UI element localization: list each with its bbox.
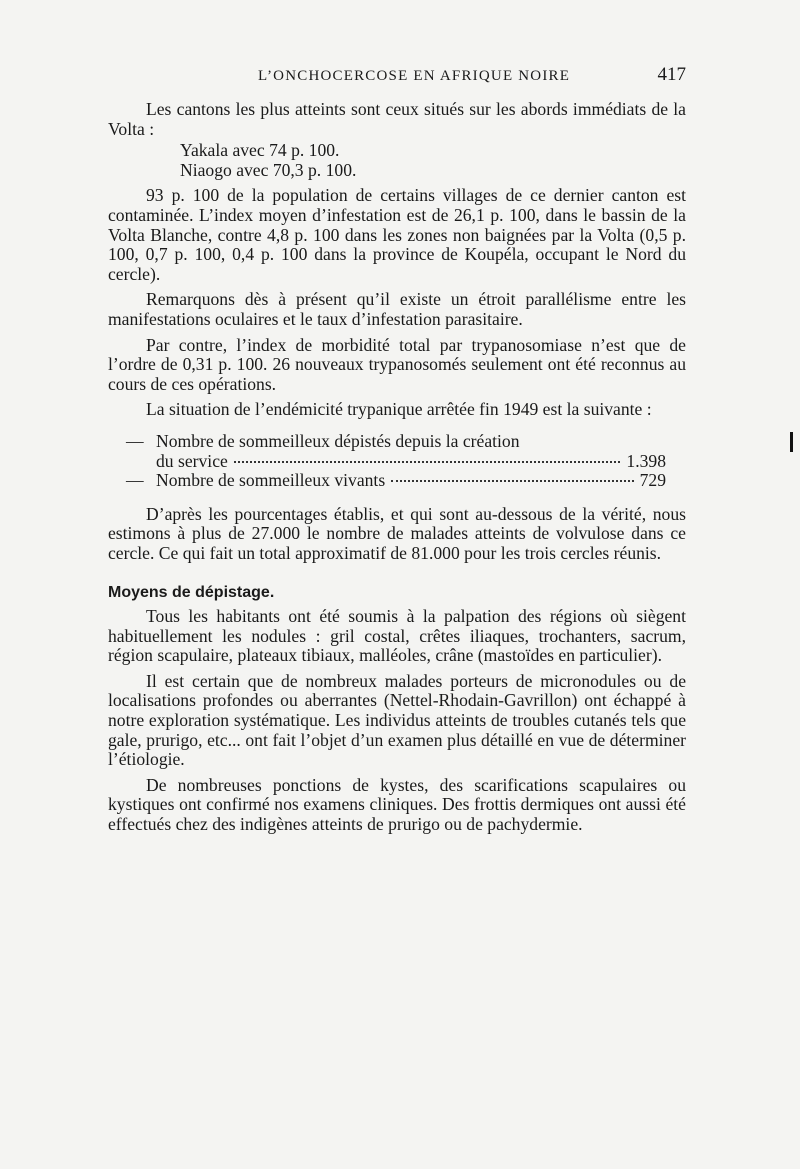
dash-marker: — — [126, 470, 144, 491]
list-item-value: 729 — [639, 470, 666, 491]
section-heading: Moyens de dépistage. — [108, 584, 275, 602]
page-header — [108, 62, 686, 88]
paragraph: Les cantons les plus atteints sont ceux situés sur les abords immédiats de la Volta : — [108, 99, 686, 139]
dot-leader — [234, 461, 621, 463]
dash-marker: — — [126, 430, 144, 451]
paragraph: 93 p. 100 de la population de certains villages de ce dernier canton est contaminée. L’index moyen d’infestation est de 26,1 p. 100, dans le bassin de la Volta Blanche, contre 4,8 p. 100 dans les zones non baignées par la Volta (0,5 p. 100, 0,7 p. 100, 0,4 p. 100 dans la province de Koupéla, occupant le Nord du cercle). — [108, 185, 686, 284]
list-item — [108, 471, 686, 491]
list-item — [108, 432, 686, 471]
paragraph: Il est certain que de nombreux malades porteurs de micronodules ou de localisations profondes ou aberrantes (Nettel-Rhodain-Gavrillon) ont échappé à notre exploration systématique. Les individus atteints de troubles cutanés tels que gale, prurigo, etc... ont fait l’objet d’un examen plus détaillé en vue de déterminer l’étiologie. — [108, 670, 686, 770]
page-number: 417 — [657, 64, 686, 85]
paragraph: Remarquons dès à présent qu’il existe un étroit parallélisme entre les manifestations oculaires et le taux d’infestation parasitaire. — [108, 289, 686, 329]
dot-leader — [391, 480, 633, 482]
list-item-label: Nombre de sommeilleux dépistés depuis la création — [156, 430, 520, 451]
paragraph: Tous les habitants ont été soumis à la palpation des régions où siègent habituellement les nodules : gril costal, crêtes iliaques, trochanters, sacrum, région scapulaire, plateaux tibiaux, malléoles, crâne (mastoïdes en particulier). — [108, 606, 686, 666]
list-item-label: du service — [156, 450, 228, 471]
list-item-label: Nombre de sommeilleux vivants — [156, 470, 386, 491]
paragraph: La situation de l’endémicité trypanique arrêtée fin 1949 est la suivante : — [146, 399, 652, 420]
list-item-value: 1.398 — [626, 450, 666, 471]
list-item-row — [156, 452, 686, 472]
body-text — [108, 100, 686, 841]
paragraph: D’après les pourcentages établis, et qui sont au-dessous de la vérité, nous estimons à plus de 27.000 le nombre de malades atteints de volvulose dans ce cercle. Ce qui fait un total approximatif de 81.000 pour les trois cercles réunis. — [108, 503, 686, 563]
canton-line: Yakala avec 74 p. 100. — [180, 140, 340, 161]
statistics-list — [108, 432, 686, 491]
list-item-row — [156, 471, 686, 491]
canton-line: Niaogo avec 70,3 p. 100. — [180, 159, 357, 180]
margin-mark — [790, 432, 793, 452]
paragraph: De nombreuses ponctions de kystes, des scarifications scapulaires ou kystiques ont confirmé nos examens cliniques. Des frottis dermiques ont aussi été effectués chez des indigènes atteints de prurigo ou de pachydermie. — [108, 774, 686, 834]
running-head: L’ONCHOCERCOSE EN AFRIQUE NOIRE — [258, 68, 571, 84]
paragraph: Par contre, l’index de morbidité total par trypanosomiase n’est que de l’ordre de 0,31 p. 100. 26 nouveaux trypanosomés seulement ont été reconnus au cours de ces opérations. — [108, 334, 686, 394]
